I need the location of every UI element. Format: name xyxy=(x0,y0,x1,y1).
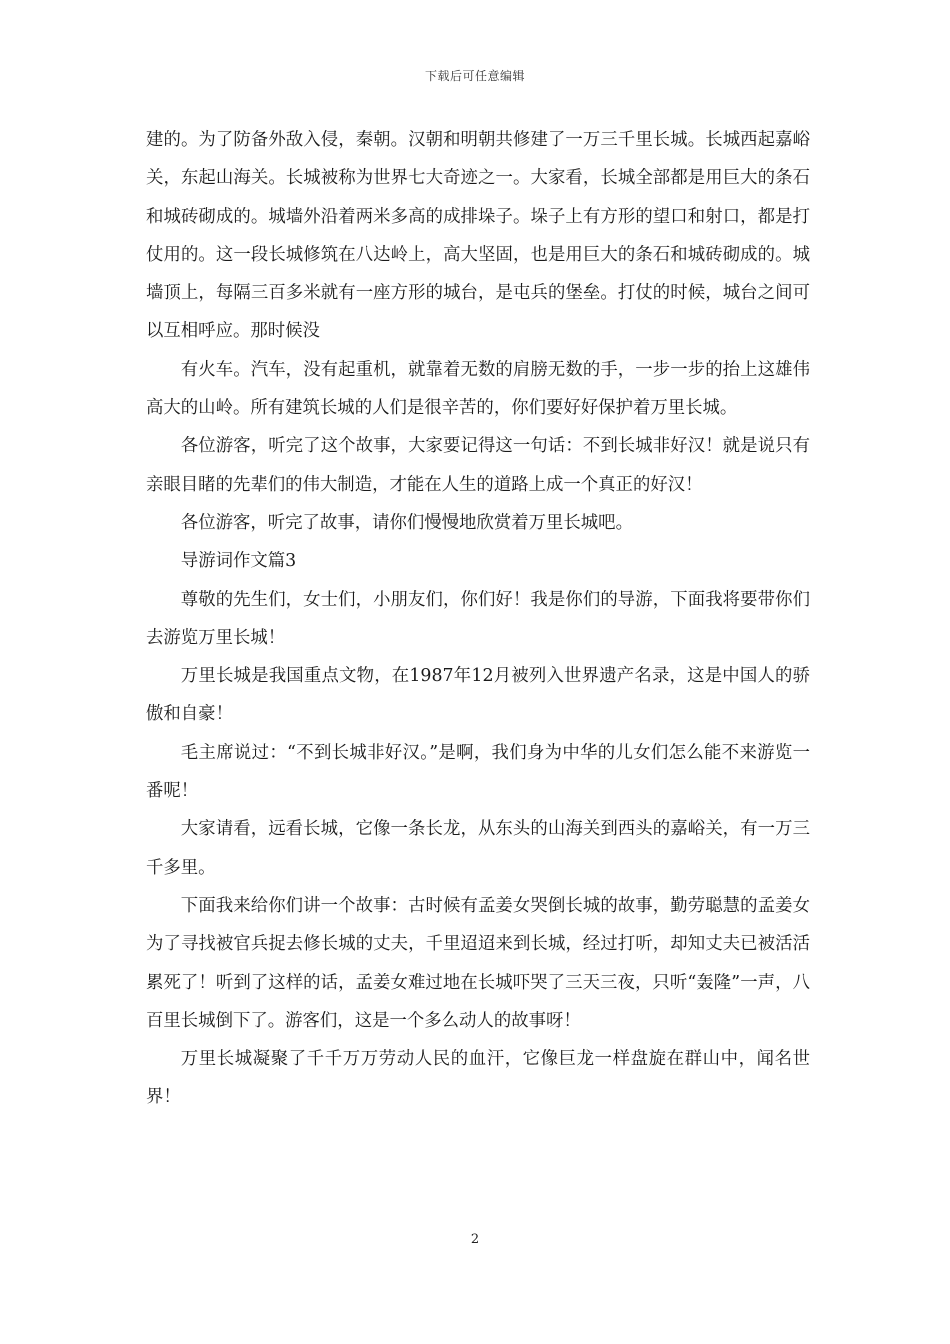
paragraph: 万里长城是我国重点文物，在1987年12月被列入世界遗产名录，这是中国人的骄傲和自豪！ xyxy=(146,666,810,725)
paragraph: 毛主席说过：“不到长城非好汉。”是啊，我们身为中华的儿女们怎么能不来游览一番呢！ xyxy=(146,742,810,802)
section-heading: 导游词作文篇3 xyxy=(180,551,297,572)
paragraph: 建的。为了防备外敌入侵，秦朝。汉朝和明朝共修建了一万三千里长城。长城西起嘉峪关，东起山海关。长城被称为世界七大奇迹之一。大家看，长城全部都是用巨大的条石和城砖砌成的。城墙外沿着两米多高的成排垛子。垛子上有方形的望口和射口，都是打仗用的。这一段长城修筑在八达岭上，高大坚固，也是用巨大的条石和城砖砌成的。城墙顶上，每隔三百多米就有一座方形的城台，是屯兵的堡垒。打仗的时候，城台之间可以互相呼应。那时候没 xyxy=(146,130,810,342)
paragraph: 有火车。汽车，没有起重机，就靠着无数的肩膀无数的手，一步一步的抬上这雄伟高大的山岭。所有建筑长城的人们是很辛苦的，你们要好好保护着万里长城。 xyxy=(146,359,810,419)
paragraph: 各位游客，听完了故事，请你们慢慢地欣赏着万里长城吧。 xyxy=(180,512,633,533)
paragraph: 尊敬的先生们，女士们，小朋友们，你们好！我是你们的导游，下面我将要带你们去游览万里长城！ xyxy=(146,589,810,648)
paragraph: 下面我来给你们讲一个故事：古时候有孟姜女哭倒长城的故事，勤劳聪慧的孟姜女为了寻找被官兵捉去修长城的丈夫，千里迢迢来到长城，经过打听，却知丈夫已被活活累死了！听到了这样的话，孟姜女难过地在长城吓哭了三天三夜，只听“轰隆”一声，八百里长城倒下了。游客们，这是一个多么动人的故事呀！ xyxy=(146,895,810,1031)
paragraph: 各位游客，听完了这个故事，大家要记得这一句话：不到长城非好汉！就是说只有亲眼目睹的先辈们的伟大制造，才能在人生的道路上成一个真正的好汉！ xyxy=(146,436,810,495)
paragraph: 万里长城凝聚了千千万万劳动人民的血汗，它像巨龙一样盘旋在群山中，闻名世界！ xyxy=(146,1049,810,1108)
paragraph: 大家请看，远看长城，它像一条长龙，从东头的山海关到西头的嘉峪关，有一万三千多里。 xyxy=(146,819,810,878)
page-header: 下载后可任意编辑 xyxy=(424,69,525,83)
page-number: 2 xyxy=(470,1232,480,1247)
document-body xyxy=(146,121,810,1117)
